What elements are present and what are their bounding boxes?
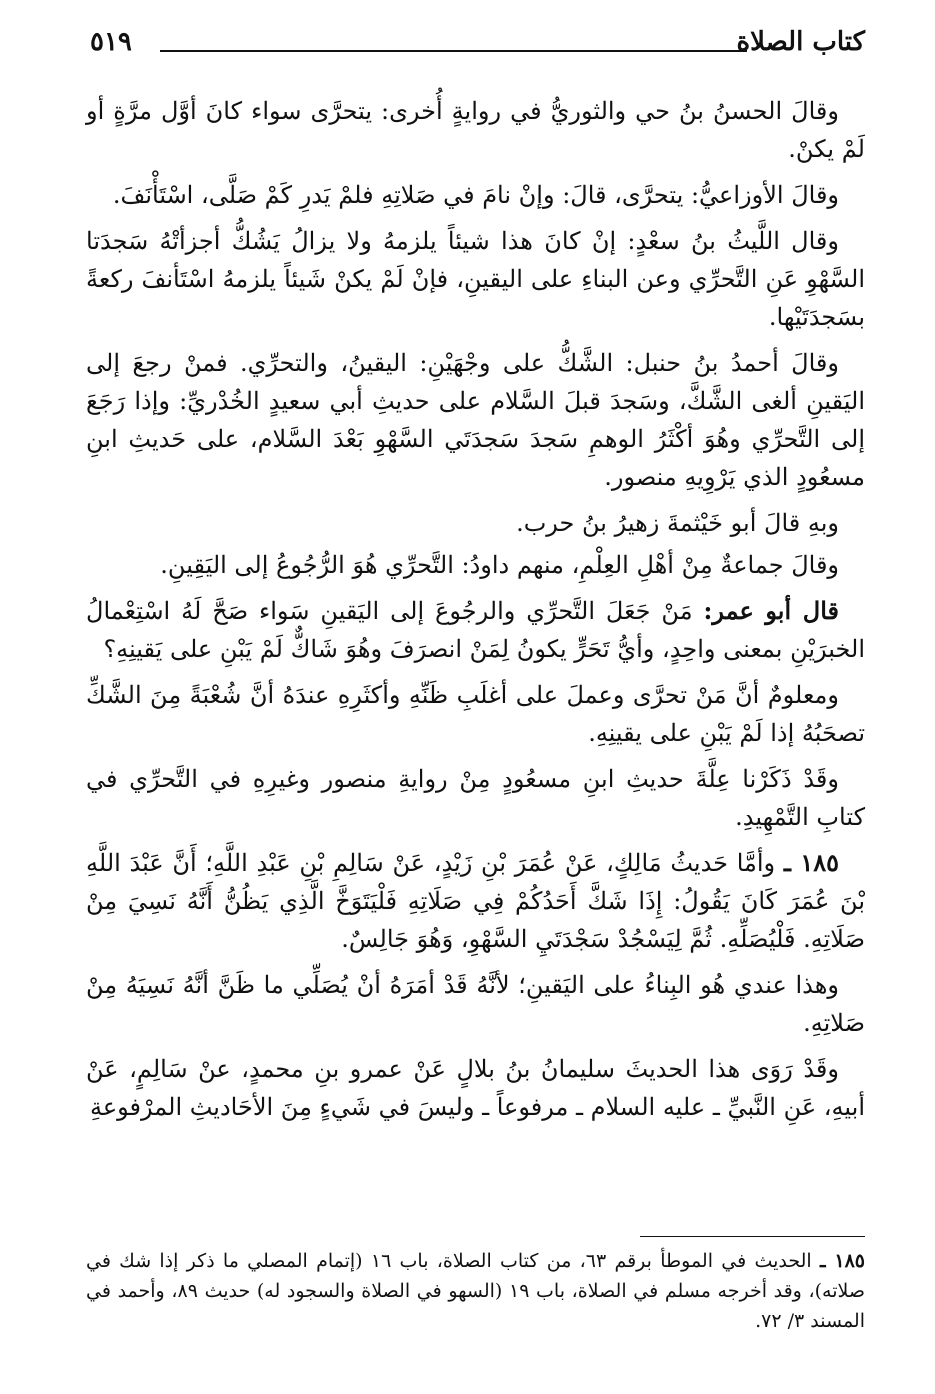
paragraph-text: مَنْ جَعَلَ التَّحرِّي والرجُوعَ إلى اليَقينِ سَواء صَحَّ لَهُ اسْتِعْمالُ الخبرَيْنِ بمعنى واحِدٍ، وأيُّ تَحَرٍّ يكونُ لِمَنْ انصرَفَ وهُوَ شَاكٌّ لَمْ يَبْنِ على يَقينِهِ؟ [86,597,865,663]
header-rule [160,50,747,52]
paragraph [86,760,865,836]
page-header [90,26,865,62]
paragraph-text: وقالَ الأوزاعيُّ: يتحرَّى، قالَ: وإنْ نامَ في صَلاتِهِ فلمْ يَدرِ كَمْ صَلَّى، اسْتَأْنَفَ. [112,181,839,209]
paragraph [86,844,865,958]
footnote-rule [640,1236,865,1237]
paragraph [86,1050,865,1126]
paragraph [86,546,865,584]
paragraph [86,676,865,752]
paragraph-text: وقَدْ رَوَى هذا الحديثَ سليمانُ بنُ بلالٍ عَنْ عمرو بنِ محمدٍ، عنْ سَالِمٍ، عَنْ أبيهِ، عَنِ النَّبيِّ ـ عليه السلام ـ مرفوعاً ـ وليسَ في شَيءٍ مِنَ الأحَاديثِ المرْفوعةِ [86,1055,865,1121]
hadith-number: ١٨٥ ـ [783,848,839,877]
paragraph-text: وقالَ جماعةٌ مِنْ أهْلِ العِلْمِ، منهم داودُ: التَّحرِّي هُوَ الرُّجُوعُ إلى اليَقِينِ. [160,551,839,579]
page-number: ٥١٩ [90,27,132,57]
paragraph [86,176,865,214]
paragraph [86,504,865,542]
paragraph-text: وقال اللَّيثُ بنُ سعْدٍ: إنْ كانَ هذا شيئاً يلزمهُ ولا يزالُ يَشُكُّ أجزأتْهُ سَجدَتا السَّهْوِ عَنِ التَّحرِّي وعن البناءِ على اليقينِ، فإنْ لَمْ يكنْ شَيئاً يلزمهُ اسْتَأنفَ ركعةً بسَجدَتَيْها. [86,227,866,331]
footnote-number: ١٨٥ ـ [819,1250,865,1272]
paragraph-text: وقالَ أحمدُ بنُ حنبل: الشَّكُّ على وجْهَيْنِ: اليقينُ، والتحرِّي. فمنْ رجعَ إلى اليَقينِ ألغى الشَّكَّ، وسَجدَ قبلَ السَّلام على حديثِ أبي سعيدٍ الخُدْريِّ: وإذا رَجَعَ إلى التَّحرِّي وهُوَ أكْثَرُ الوهمِ سَجدَ سَجدَتَي السَّهْوِ بَعْدَ السَّلام، على حَديثِ ابنِ مسعُودٍ الذي يَرْوِيهِ منصور. [86,349,865,491]
paragraph-text: وأمَّا حَديثُ مَالِكٍ، عَنْ عُمَرَ بْنِ زَيْدٍ، عَنْ سَالِمِ بْنِ عَبْدِ اللَّهِ؛ أَنَّ عَبْدَ اللَّهِ بْنَ عُمَرَ كَانَ يَقُولُ: إِذَا شَكَّ أَحَدُكُمْ فِي صَلَاتِهِ فَلْيَتَوَخَّ الَّذِي يَظُنُّ أَنَّهُ نَسِيَ مِنْ صَلَاتِهِ. فَلْيُصَلِّهِ. ثُمَّ لِيَسْجُدْ سَجْدَتَيِ السَّهْوِ، وَهُوَ جَالِسٌ. [86,849,865,953]
running-title: كتاب الصلاة [736,27,865,57]
paragraph [86,592,865,668]
paragraph [86,222,865,336]
footnote-text: الحديث في الموطأ برقم ٦٣، من كتاب الصلاة، باب ١٦ (إتمام المصلي ما ذكر إذا شك في صلاته)، وقد أخرجه مسلم في الصلاة، باب ١٩ (السهو في الصلاة والسجود له) حديث ٨٩، وأحمد في المسند ٣/ ٧٢. [86,1250,865,1332]
footnotes [86,1246,865,1336]
speaker-lead: قال أبو عمر: [703,596,839,625]
paragraph [86,966,865,1042]
paragraph-text: وقالَ الحسنُ بنُ حي والثوريُّ في روايةٍ أُخرى: يتحرَّى سواء كانَ أوَّل مرَّةٍ أو لَمْ يكنْ. [86,97,865,163]
paragraph [86,92,865,168]
paragraph-text: وبهِ قالَ أبو خَيْثمةَ زهيرُ بنُ حرب. [516,509,839,537]
main-text [86,92,865,1134]
footnote [86,1246,865,1336]
paragraph-text: ومعلومٌ أنَّ مَنْ تحرَّى وعملَ على أغلَبِ ظَنِّهِ وأكثَرِهِ عندَهُ أنَّ شُعْبَةً مِنَ الشَّكِّ تصحَبُهُ إذا لَمْ يَبْنِ على يقينِهِ. [86,681,865,747]
paragraph-text: وهذا عندي هُو البِناءُ على اليَقينِ؛ لأنَّهُ قَدْ أمَرَهُ أنْ يُصَلِّي ما ظَنَّ أنَّهُ نَسِيَهُ مِنْ صَلاتِهِ. [86,971,865,1037]
paragraph [86,344,865,496]
paragraph-text: وقَدْ ذَكَرْنا عِلَّةَ حديثِ ابنِ مسعُودٍ مِنْ روايةِ منصور وغيرِهِ في التَّحرِّي في كتابِ التَّمْهِيدِ. [86,765,865,831]
